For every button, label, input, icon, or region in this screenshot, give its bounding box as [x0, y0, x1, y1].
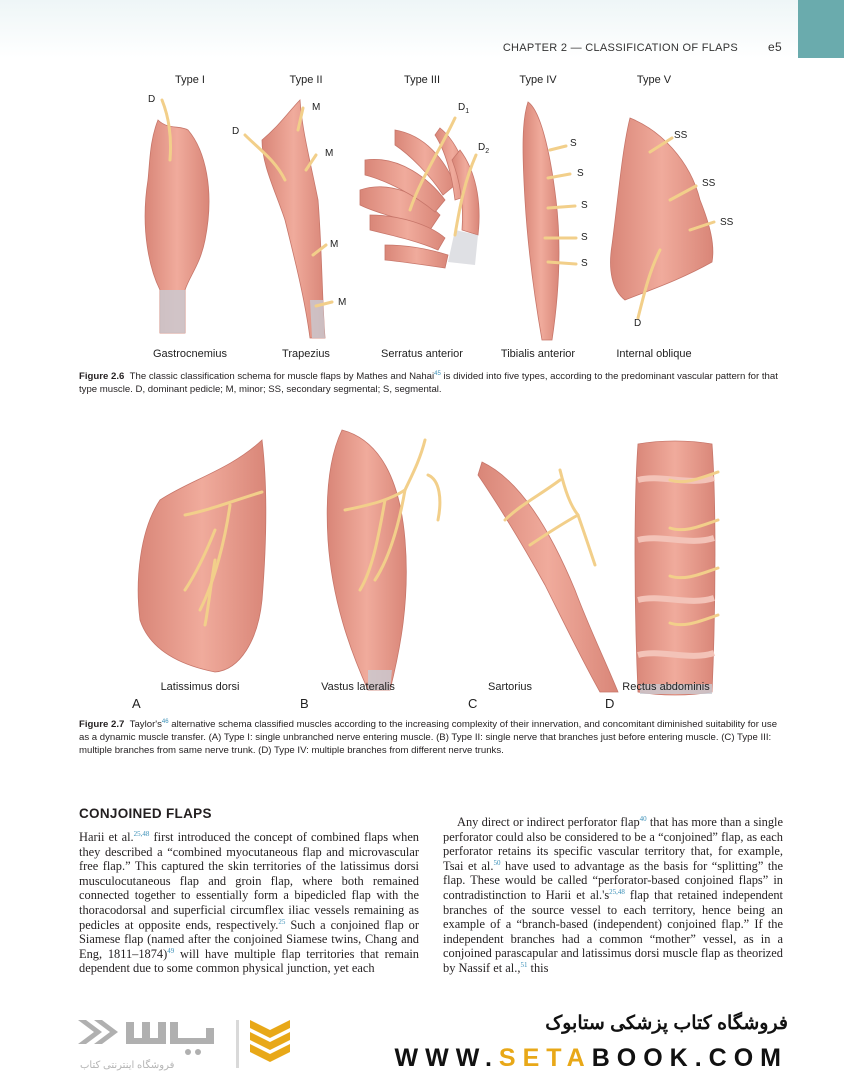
- caption-text: The classic classification schema for muscle flaps by Mathes and Nahai: [129, 371, 435, 383]
- type-label-4: Type IV: [519, 74, 557, 86]
- caption-text-2: is divided into five types, according to the predominant vascular pattern for that type muscle. D, dominant pedicle; M, minor; SS, secondary segmental; S, segmental.: [79, 371, 778, 396]
- label-m-2: M: [325, 148, 334, 159]
- citation[interactable]: 25,48: [133, 829, 150, 838]
- right-column: Any direct or indirect perforator flap$^{40}$ that has more than a single perforator could also be considered to be a “conjoined” flap, as each perforator retains its specific vascular territory that, for example, Tsai et al.$^{50}$ have used to advantage as the basis for “splitting” the flap. These would be called “perforator-based conjoined flaps” in contradistinction to Harii et $al.'s^{25,48}$ flap that retained independent branches of the source vessel to each territory, hence being an example of a “branch-based (independent) conjoined flap.” If the independent branches had a common “mother” vessel, as in a conjoined parascapular and latissimus dorsi muscle flap as theorized by Nassif et al.,$^{51}$ this: [443, 814, 783, 975]
- label-ss-3: SS: [720, 217, 734, 228]
- muscle-label-rectus: Rectus abdominis: [622, 681, 710, 693]
- label-d2: $D_2$: [478, 142, 490, 155]
- section-title: CONJOINED FLAPS: [79, 806, 212, 821]
- label-s-4: S: [581, 232, 588, 243]
- type-label-3: Type III: [403, 74, 441, 86]
- caption-ref: 45: [434, 371, 441, 377]
- muscle-label-internal-oblique: Internal oblique: [616, 348, 692, 360]
- url-prefix: WWW.: [394, 1044, 499, 1072]
- panel-letter-a: A: [132, 696, 141, 711]
- citation[interactable]: 50: [493, 858, 501, 867]
- caption-label: Figure 2.7: [79, 719, 125, 731]
- book-stack-icon: [250, 1020, 290, 1062]
- label-s-2: S: [577, 168, 584, 179]
- label-m-4: M: [338, 297, 347, 308]
- label-ss-2: SS: [702, 178, 716, 189]
- label-d2-subscript: 2: [485, 148, 490, 155]
- citation[interactable]: 51: [520, 960, 528, 969]
- label-s-5: S: [581, 258, 588, 269]
- page-number: e5: [768, 40, 782, 54]
- label-s-1: S: [570, 138, 577, 149]
- citation[interactable]: 25,48: [609, 887, 625, 896]
- logo-subtitle: فروشگاه اینترنتی کتاب: [80, 1060, 175, 1071]
- url-highlight: SETA: [498, 1044, 592, 1072]
- panel-letter-d: D: [605, 696, 615, 711]
- label-m-1: M: [312, 102, 321, 113]
- citation[interactable]: 25: [278, 917, 286, 926]
- type-label-2: Type II: [289, 74, 323, 86]
- chapter-title: CHAPTER 2 — CLASSIFICATION OF FLAPS: [502, 42, 739, 54]
- caption-author: Taylor's: [129, 719, 162, 731]
- label-m-3: M: [330, 239, 339, 250]
- caption-label: Figure 2.6: [79, 371, 125, 383]
- store-url[interactable]: [395, 1044, 788, 1073]
- figure-2-7-caption: [79, 716, 783, 757]
- muscle-label-tibialis: Tibialis anterior: [500, 348, 576, 360]
- type-label-1: Type I: [175, 74, 205, 86]
- label-d-type5: D: [634, 318, 642, 329]
- caption-ref: 46: [161, 719, 169, 725]
- store-name: فروشگاه کتاب پزشکی ستابوک: [545, 1013, 788, 1034]
- caption-text: alternative schema classified muscles according to the increasing complexity of their innervation, and concomitant diminished suitability for use as a dynamic muscle transfer. (A) Type I: single unbranched nerve entering muscle. (B) Type II: single nerve that branches just before entering muscle. (C) Type III: multiple branches from same nerve trunk. (D) Type IV: multiple branches from different nerve trunks.: [79, 719, 778, 757]
- citation[interactable]: 49: [167, 946, 175, 955]
- muscle-label-sartorius: Sartorius: [487, 681, 533, 693]
- label-d1-subscript: 1: [465, 108, 470, 115]
- url-suffix: BOOK.COM: [591, 1044, 788, 1072]
- muscle-label-vastus: Vastus lateralis: [321, 681, 395, 693]
- label-d1: $D_1$: [458, 102, 470, 115]
- label-ss-1: SS: [674, 130, 688, 141]
- panel-letter-b: B: [300, 696, 309, 711]
- muscle-label-gastrocnemius: Gastrocnemius: [153, 348, 227, 360]
- type-label-5: Type V: [636, 74, 672, 86]
- panel-letter-c: C: [468, 696, 478, 711]
- label-s-3: S: [581, 200, 588, 211]
- muscle-label-trapezius: Trapezius: [282, 348, 330, 360]
- label-d-type2: D: [232, 126, 240, 137]
- muscle-label-serratus: Serratus anterior: [381, 348, 463, 360]
- left-column: Harii et al.$^{25,48}$ first introduced the concept of combined flaps when they described a “combined myocutaneous flap and microvascular free flap.” This captured the skin territories of the latissimus dorsi musculocutaneous flap and groin flap, where both remained connected together to essentially form a bipedicled flap with the thoracodorsal and superficial circumflex iliac vessels remaining as pedicles at opposite ends, respectively.$^{25}$ Such a conjoined flap or Siamese flap (named after the conjoined Siamese twins, Chang and Eng, 1811–1874)$^{49}$ will have multiple flap territories that remain dependent due to some common physical junction, yet each: [79, 829, 420, 976]
- muscle-label-latissimus: Latissimus dorsi: [160, 681, 240, 693]
- label-d-type1: D: [148, 94, 156, 105]
- citation[interactable]: 40: [639, 814, 647, 823]
